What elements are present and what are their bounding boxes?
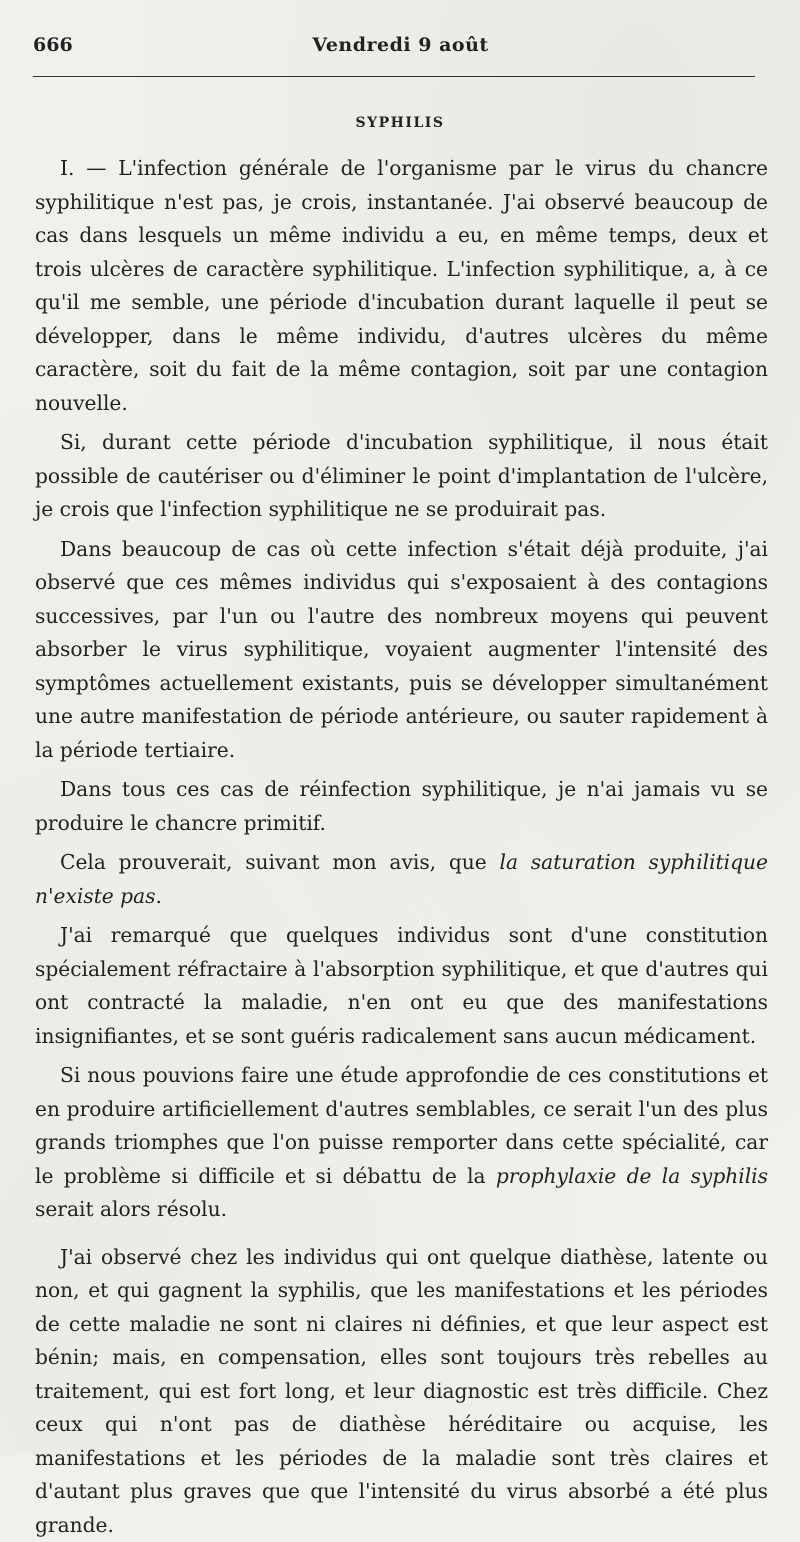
paragraph-1: I. — L'infection générale de l'organisme par le virus du chancre syphilitique n'est pas, je crois, instantanée. J'ai observé beaucoup de cas dans lesquels un même individu a eu, en même temps, deux et trois ulcères de caractère syphilitique. L'infection syphilitique, a, à ce qu'il me semble, une période d'incubation durant laquelle il peut se développer, dans le même individu, d'autres ulcères du même caractère, soit du fait de la même contagion, soit par une contagion nouvelle. bbox=[35, 152, 768, 420]
section-title: SYPHILIS bbox=[0, 115, 800, 131]
paragraph-6: J'ai remarqué que quelques individus sont d'une constitution spécialement réfractaire à l'absorption syphilitique, et que d'autres qui ont contracté la maladie, n'en ont eu que des manifestations insignifiantes, et se sont guéris radicalement sans aucun médicament. bbox=[35, 919, 768, 1053]
paragraph-7-text: Si nous pouvions faire une étude approfondie de ces constitutions et en produire artificiellement d'autres semblables, ce serait l'un des plus grands triomphes que l'on puisse remporter dans cette spécialité, car le problème si difficile et si débattu de la bbox=[35, 1063, 768, 1188]
paragraph-4: Dans tous ces cas de réinfection syphilitique, je n'ai jamais vu se produire le chancre primitif. bbox=[35, 773, 768, 840]
paragraph-8: J'ai observé chez les individus qui ont quelque diathèse, latente ou non, et qui gagnent la syphilis, que les manifestations et les périodes de cette maladie ne sont ni claires ni définies, et que leur aspect est bénin; mais, en compensation, elles sont toujours très rebelles au traitement, qui est fort long, et leur diagnostic est très difficile. Chez ceux qui n'ont pas de diathèse héréditaire ou acquise, les manifestations et les périodes de la maladie sont très claires et d'autant plus graves que que l'intensité du virus absorbé a été plus grande. bbox=[35, 1241, 768, 1542]
paragraph-5-text: Cela prouverait, suivant mon avis, que bbox=[60, 850, 500, 874]
running-head: Vendredi 9 août bbox=[33, 34, 768, 56]
header-rule bbox=[33, 76, 755, 77]
paragraph-3: Dans beaucoup de cas où cette infection s'était déjà produite, j'ai observé que ces mêmes individus qui s'exposaient à des contagions successives, par l'un ou l'autre des nombreux moyens qui peuvent absorber le virus syphilitique, voyaient augmenter l'intensité des symptômes actuellement existants, puis se développer simultanément une autre manifestation de période antérieure, ou sauter rapidement à la période tertiaire. bbox=[35, 533, 768, 768]
page-number: 666 bbox=[33, 34, 73, 56]
paragraph-5-end: . bbox=[156, 884, 162, 908]
page-header bbox=[33, 30, 768, 64]
paragraph-7 bbox=[35, 1059, 768, 1227]
paragraph-5 bbox=[35, 846, 768, 913]
paragraph-2: Si, durant cette période d'incubation syphilitique, il nous était possible de cautériser ou d'éliminer le point d'implantation de l'ulcère, je crois que l'infection syphilitique ne se produirait pas. bbox=[35, 426, 768, 527]
article-body bbox=[35, 152, 768, 1542]
paragraph-7-emphasis: prophylaxie de la syphilis bbox=[496, 1164, 768, 1188]
paragraph-7-end: serait alors résolu. bbox=[35, 1197, 227, 1221]
paragraph-5-emphasis: la saturation syphilitique n'existe pas bbox=[35, 850, 768, 908]
